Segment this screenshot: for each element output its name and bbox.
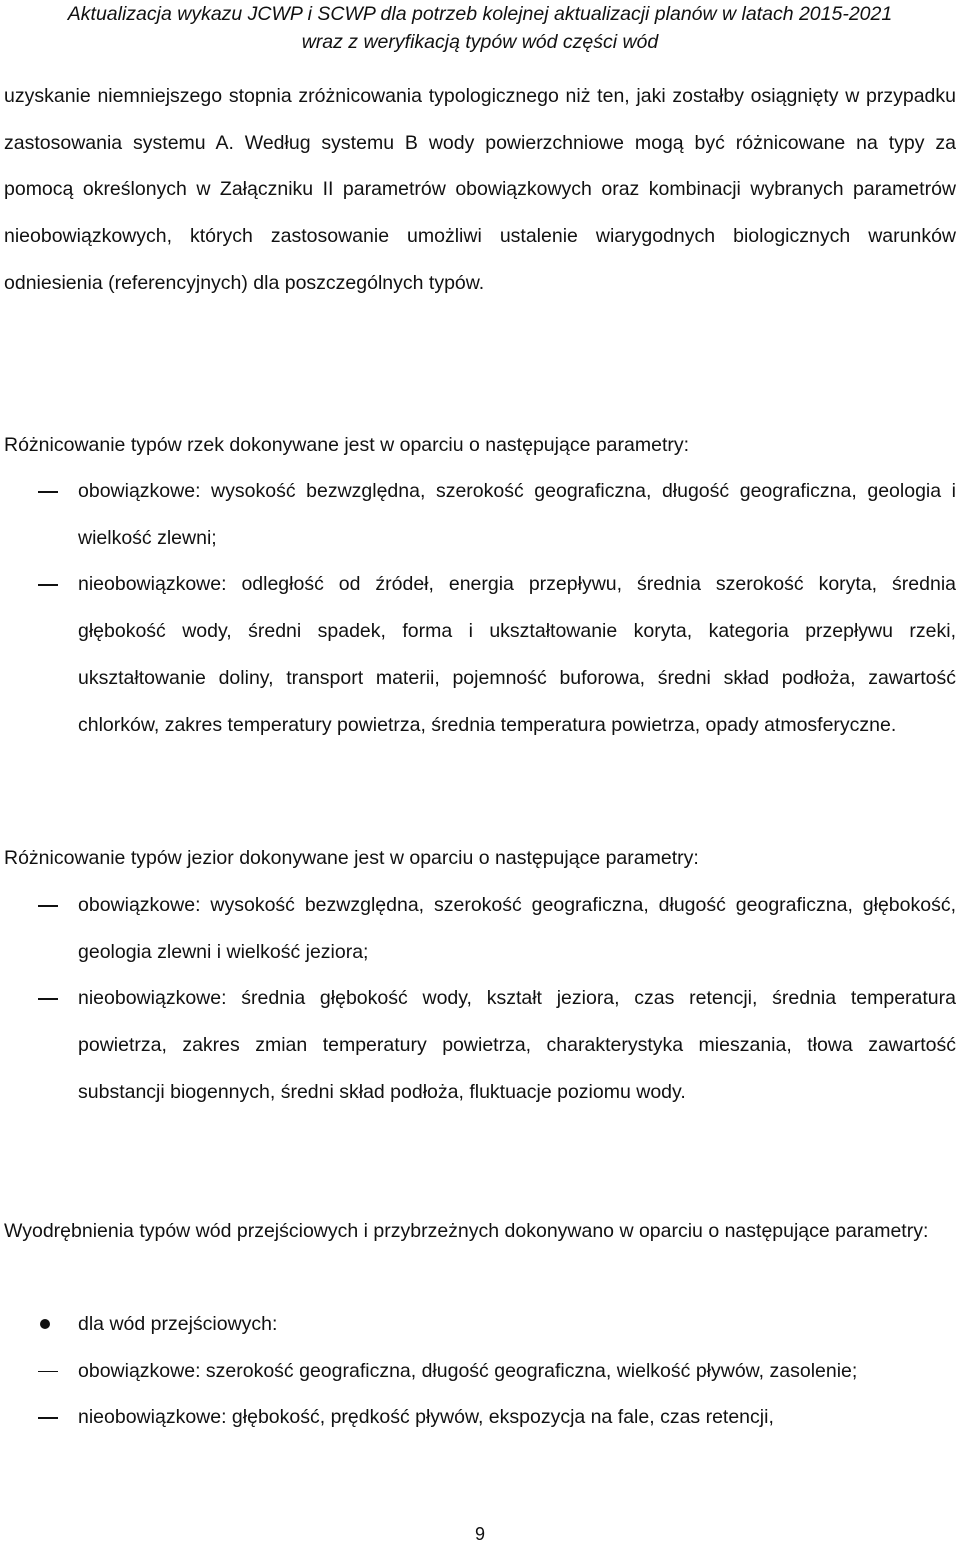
dash-bullet-icon (38, 1371, 58, 1373)
list-item (0, 975, 956, 1115)
list-item-text: obowiązkowe: szerokość geograficzna, długość geograficzna, wielkość pływów, zasolenie; (78, 1359, 858, 1382)
lakes-heading: Różnicowanie typów jezior dokonywane jest w oparciu o następujące parametry: (4, 847, 699, 869)
list-item-text: nieobowiązkowe: średnia głębokość wody, kształt jeziora, czas retencji, średnia temperatura powietrza, zakres zmian temperatury powietrza, charakterystyka mieszania, tłowa zawartość substancji biogennych, średni skład podłoża, fluktuacje poziomu wody. (78, 987, 956, 1103)
list-item-text: nieobowiązkowe: głębokość, prędkość pływów, ekspozycja na fale, czas retencji, (78, 1406, 774, 1429)
dash-bullet-icon (38, 491, 58, 493)
dash-bullet-icon (38, 1417, 58, 1419)
list-item (0, 468, 956, 561)
list-item (0, 1394, 956, 1441)
header-line-2: wraz z weryfikacją typów wód części wód (301, 31, 659, 53)
list-item-text: obowiązkowe: wysokość bezwzględna, szerokość geograficzna, długość geograficzna, głębokość, geologia zlewni i wielkość jeziora; (78, 894, 956, 963)
dash-bullet-icon (38, 905, 58, 907)
list-item-text: obowiązkowe: wysokość bezwzględna, szerokość geograficzna, długość geograficzna, geologia i wielkość zlewni; (78, 480, 956, 549)
rivers-heading: Różnicowanie typów rzek dokonywane jest w oparciu o następujące parametry: (4, 434, 690, 456)
dash-bullet-icon (38, 584, 58, 586)
list-item-text: dla wód przejściowych: (78, 1313, 278, 1335)
intro-paragraph: uzyskanie niemniejszego stopnia zróżnicowania typologicznego niż ten, jaki zostałby osiągnięty w przypadku zastosowania systemu A. Według systemu B wody powierzchniowe mogą być różnicowane na typy za pomocą określonych w Załączniku II parametrów obowiązkowych oraz kombinacji wybranych parametrów nieobowiązkowych, których zastosowanie umożliwi ustalenie wiarygodnych biologicznych warunków odniesienia (referencyjnych) dla poszczególnych typów. (4, 85, 956, 294)
lakes-parameter-list (0, 882, 956, 1116)
page-number: 9 (474, 1524, 485, 1544)
transitional-parameter-list (0, 1301, 956, 1441)
rivers-parameter-list (0, 468, 956, 748)
list-item (0, 1301, 956, 1348)
round-bullet-icon (40, 1319, 50, 1329)
dash-bullet-icon (38, 998, 58, 1000)
list-item (0, 882, 956, 975)
transitional-heading: Wyodrębnienia typów wód przejściowych i przybrzeżnych dokonywano w oparciu o następujące parametry: (4, 1220, 929, 1242)
list-item-text: nieobowiązkowe: odległość od źródeł, energia przepływu, średnia szerokość koryta, średnia głębokość wody, średni spadek, forma i ukształtowanie koryta, kategoria przepływu rzeki, ukształtowanie doliny, transport materii, pojemność buforowa, średni skład podłoża, zawartość chlorków, zakres temperatury powietrza, średnia temperatura powietrza, opady atmosferyczne. (78, 573, 956, 736)
header-line-1: Aktualizacja wykazu JCWP i SCWP dla potrzeb kolejnej aktualizacji planów w latach 2015-2021 (67, 3, 893, 25)
list-item (0, 561, 956, 748)
list-item (0, 1348, 956, 1395)
